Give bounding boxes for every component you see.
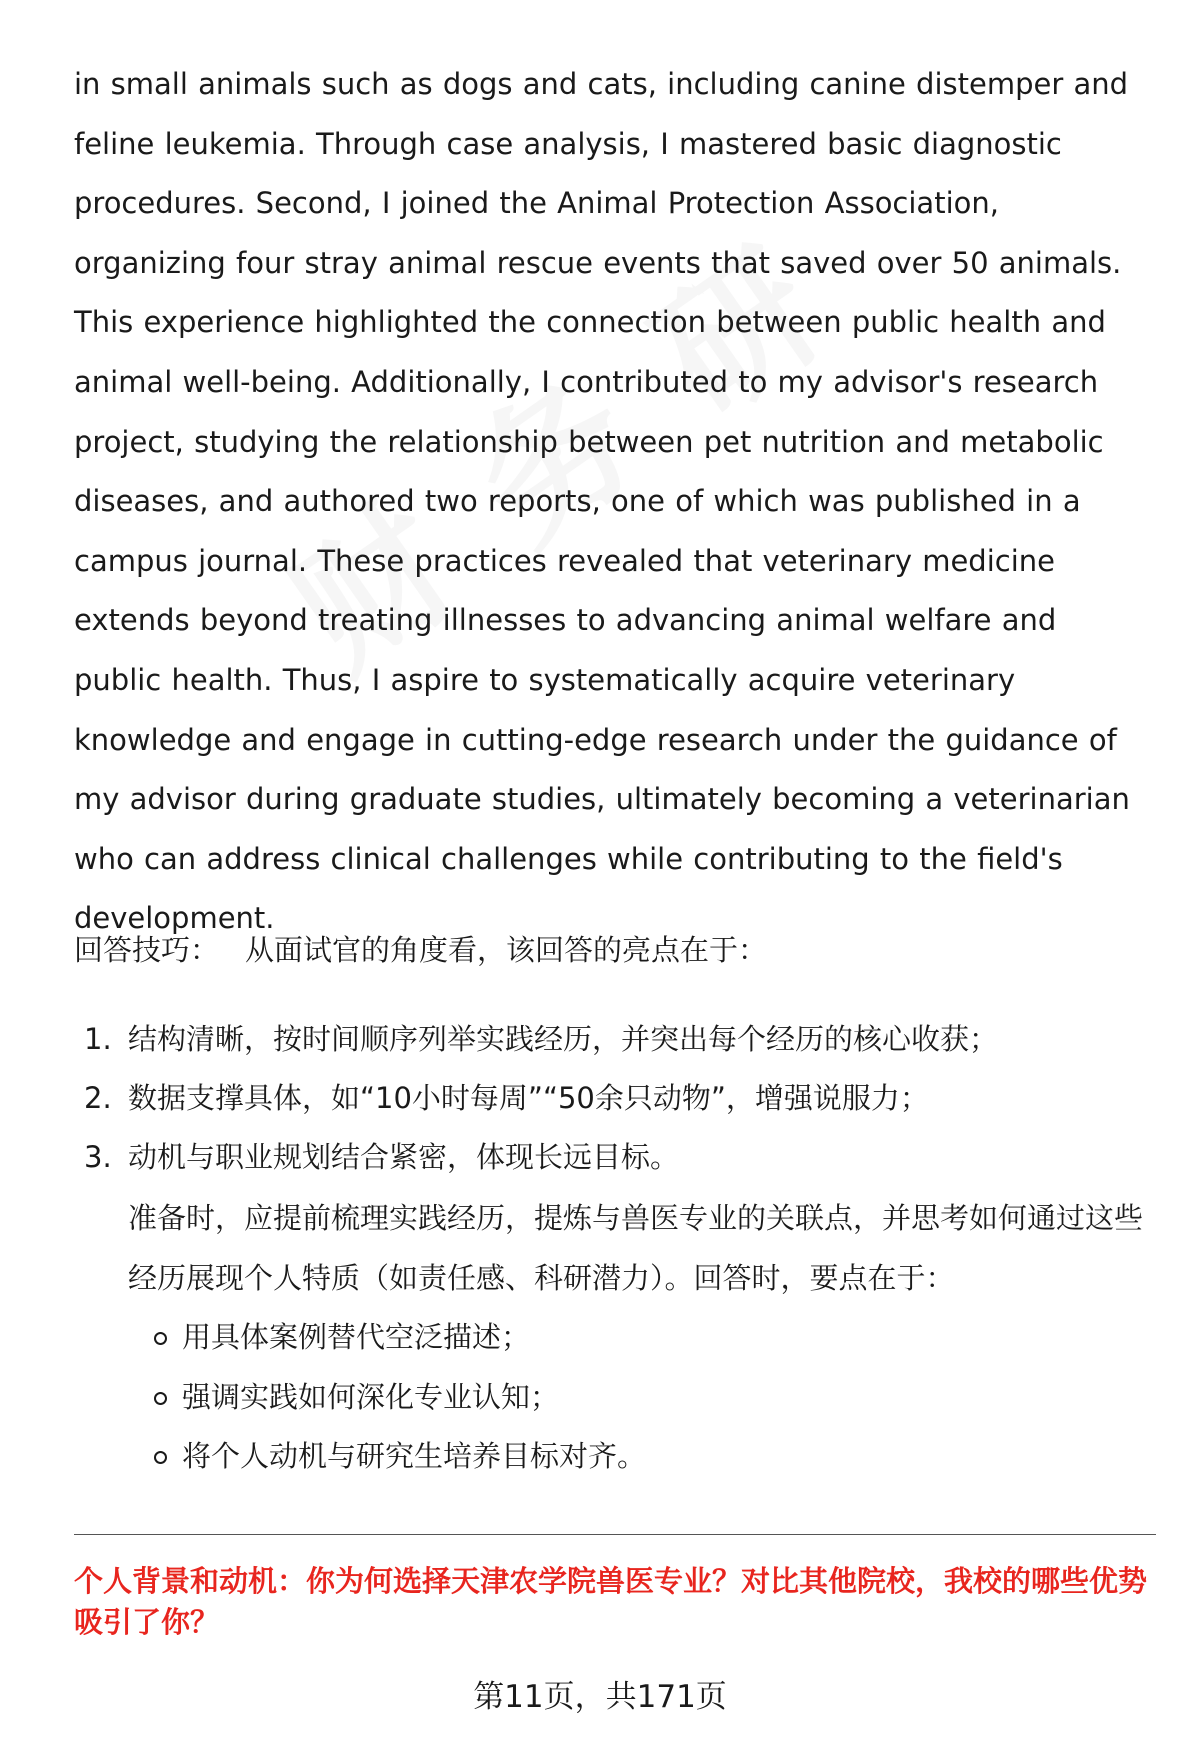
list-item <box>74 1128 1154 1187</box>
tips-heading <box>74 920 767 980</box>
list-item-text: 结构清晰，按时间顺序列举实践经历，并突出每个经历的核心收获； <box>128 1022 999 1056</box>
list-item <box>74 1069 1154 1128</box>
list-item <box>128 1368 646 1428</box>
preparation-paragraph: 准备时，应提前梳理实践经历，提炼与兽医专业的关联点，并思考如何通过这些经历展现个人特质（如责任感、科研潜力）。回答时，要点在于： <box>128 1201 1144 1295</box>
section-divider <box>74 1534 1156 1535</box>
highlights-list <box>74 1010 1154 1187</box>
list-item <box>128 1308 646 1368</box>
list-item-text: 强调实践如何深化专业认知； <box>182 1379 560 1414</box>
next-question-heading: 个人背景和动机：你为何选择天津农学院兽医专业？对比其他院校，我校的哪些优势吸引了你？ <box>74 1564 1148 1639</box>
list-number: 2. <box>84 1081 112 1115</box>
answer-paragraph: in small animals such as dogs and cats, including canine distemper and feline leukemia. Through case analysis, I mastered basic diagnostic procedures. Second, I joined the Animal Protection Association, organizing four stray animal rescue events that saved over 50 animals. This experience highlighted the connection between public health and animal well-being. Additionally, I contributed to my advisor's research project, studying the relationship between pet nutrition and metabolic diseases, and authored two reports, one of which was published in a campus journal. These practices revealed that veterinary medicine extends beyond treating illnesses to advancing animal welfare and public health. Thus, I aspire to systematically acquire veterinary knowledge and engage in cutting-edge research under the guidance of my advisor during graduate studies, ultimately becoming a veterinarian who can address clinical challenges while contributing to the field's development. <box>74 67 1130 936</box>
list-item-text: 将个人动机与研究生培养目标对齐。 <box>182 1439 647 1473</box>
hollow-bullet-icon <box>154 1392 167 1405</box>
list-item <box>128 1427 646 1487</box>
list-item-text: 数据支撑具体，如“10小时每周”“50余只动物”，增强说服力； <box>128 1081 929 1115</box>
hollow-bullet-icon <box>154 1332 167 1345</box>
list-item-text: 用具体案例替代空泛描述； <box>182 1320 531 1354</box>
list-item-text: 动机与职业规划结合紧密，体现长远目标。 <box>128 1140 680 1174</box>
hollow-bullet-icon <box>154 1451 167 1464</box>
list-number: 3. <box>84 1140 112 1174</box>
key-points-list <box>128 1308 646 1487</box>
list-number: 1. <box>84 1022 112 1056</box>
list-item <box>74 1010 1154 1069</box>
tips-label: 回答技巧： <box>74 933 220 967</box>
page-number: 第11页，共171页 <box>473 1679 727 1715</box>
tips-intro: 从面试官的角度看，该回答的亮点在于： <box>245 933 768 967</box>
